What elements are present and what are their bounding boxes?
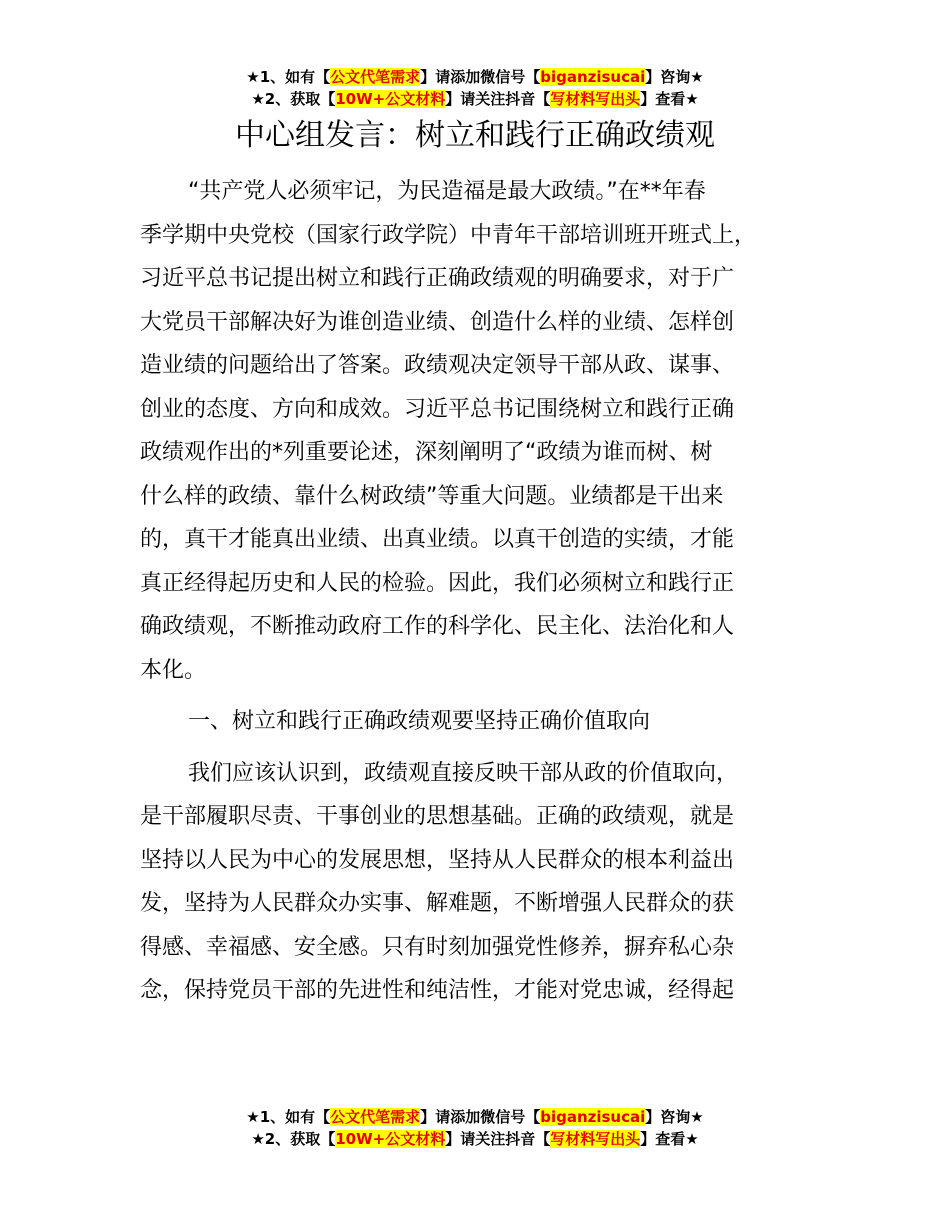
promo-line-1 (0, 66, 950, 88)
text-line: 发，坚持为人民群众办实事、解难题，不断增强人民群众的获 (140, 891, 735, 916)
text-line: 得感、幸福感、安全感。只有时刻加强党性修养，摒弃私心杂 (140, 934, 735, 960)
promo-line-2 (0, 1128, 950, 1150)
promo-text: 】查看★ (640, 90, 699, 108)
promo-highlight: biganzisucai (540, 1108, 646, 1126)
text-line: 的，真干才能真出业绩、出真业绩。以真干创造的实绩，才能 (140, 527, 735, 552)
text-line: 造业绩的问题给出了答案。政绩观决定领导干部从政、谋事、 (140, 353, 735, 378)
text-line: 是干部履职尽责、干事创业的思想基础。正确的政绩观，就是 (140, 804, 735, 829)
promo-highlight: 写材料写出头 (550, 1130, 641, 1148)
promo-highlight: 10W+公文材料 (335, 90, 446, 108)
section-heading: 一、树立和践行正确政绩观要坚持正确价值取向 (188, 709, 651, 734)
promo-text: 】查看★ (640, 1130, 699, 1148)
promo-text: ★1、如有【 (246, 1108, 331, 1126)
promo-text: ★2、获取【 (251, 90, 336, 108)
promo-text: 】咨询★ (645, 68, 704, 86)
text-line: 习近平总书记提出树立和践行正确政绩观的明确要求，对于广 (140, 266, 735, 291)
text-line: 什么样的政绩、靠什么树政绩”等重大问题。业绩都是干出来 (140, 483, 724, 509)
footer-promo (0, 1106, 950, 1150)
promo-text: 】请添加微信号【 (420, 68, 541, 86)
paragraph-2 (140, 752, 820, 1013)
promo-text: 】咨询★ (645, 1108, 704, 1126)
promo-text: 】请关注抖音【 (445, 1130, 551, 1148)
text-line: 真正经得起历史和人民的检验。因此，我们必须树立和践行正 (140, 570, 735, 596)
header-promo (0, 66, 950, 110)
promo-text: 】请关注抖音【 (445, 90, 551, 108)
promo-highlight: 公文代笔需求 (330, 1108, 421, 1126)
text-line: 季学期中央党校（国家行政学院）中青年干部培训班开班式上， (140, 222, 757, 248)
promo-highlight: biganzisucai (540, 68, 646, 86)
text-line: 坚持以人民为中心的发展思想，坚持从人民群众的根本利益出 (140, 847, 735, 873)
text-line: 念，保持党员干部的先进性和纯洁性，才能对党忠诚，经得起 (140, 978, 735, 1003)
text-line: 我们应该认识到，政绩观直接反映干部从政的价值取向， (188, 760, 739, 786)
promo-highlight: 10W+公文材料 (335, 1130, 446, 1148)
promo-highlight: 公文代笔需求 (330, 68, 421, 86)
text-line: 确政绩观，不断推动政府工作的科学化、民主化、法治化和人 (140, 614, 735, 639)
text-line: “共产党人必须牢记，为民造福是最大政绩。”在**年春 (188, 179, 706, 204)
promo-text: 】请添加微信号【 (420, 1108, 541, 1126)
text-line: 大党员干部解决好为谁创造业绩、创造什么样的业绩、怎样创 (140, 309, 735, 335)
promo-line-2 (0, 88, 950, 110)
text-line: 本化。 (140, 657, 207, 683)
promo-text: ★2、获取【 (251, 1130, 336, 1148)
promo-highlight: 写材料写出头 (550, 90, 641, 108)
promo-line-1 (0, 1106, 950, 1128)
promo-text: ★1、如有【 (246, 68, 331, 86)
paragraph-1 (140, 170, 820, 692)
text-line: 政绩观作出的*列重要论述，深刻阐明了“政绩为谁而树、树 (140, 440, 713, 465)
page-title: 中心组发言：树立和践行正确政绩观 (235, 118, 715, 153)
document-body (140, 170, 820, 1013)
text-line: 创业的态度、方向和成效。习近平总书记围绕树立和践行正确 (140, 396, 735, 422)
